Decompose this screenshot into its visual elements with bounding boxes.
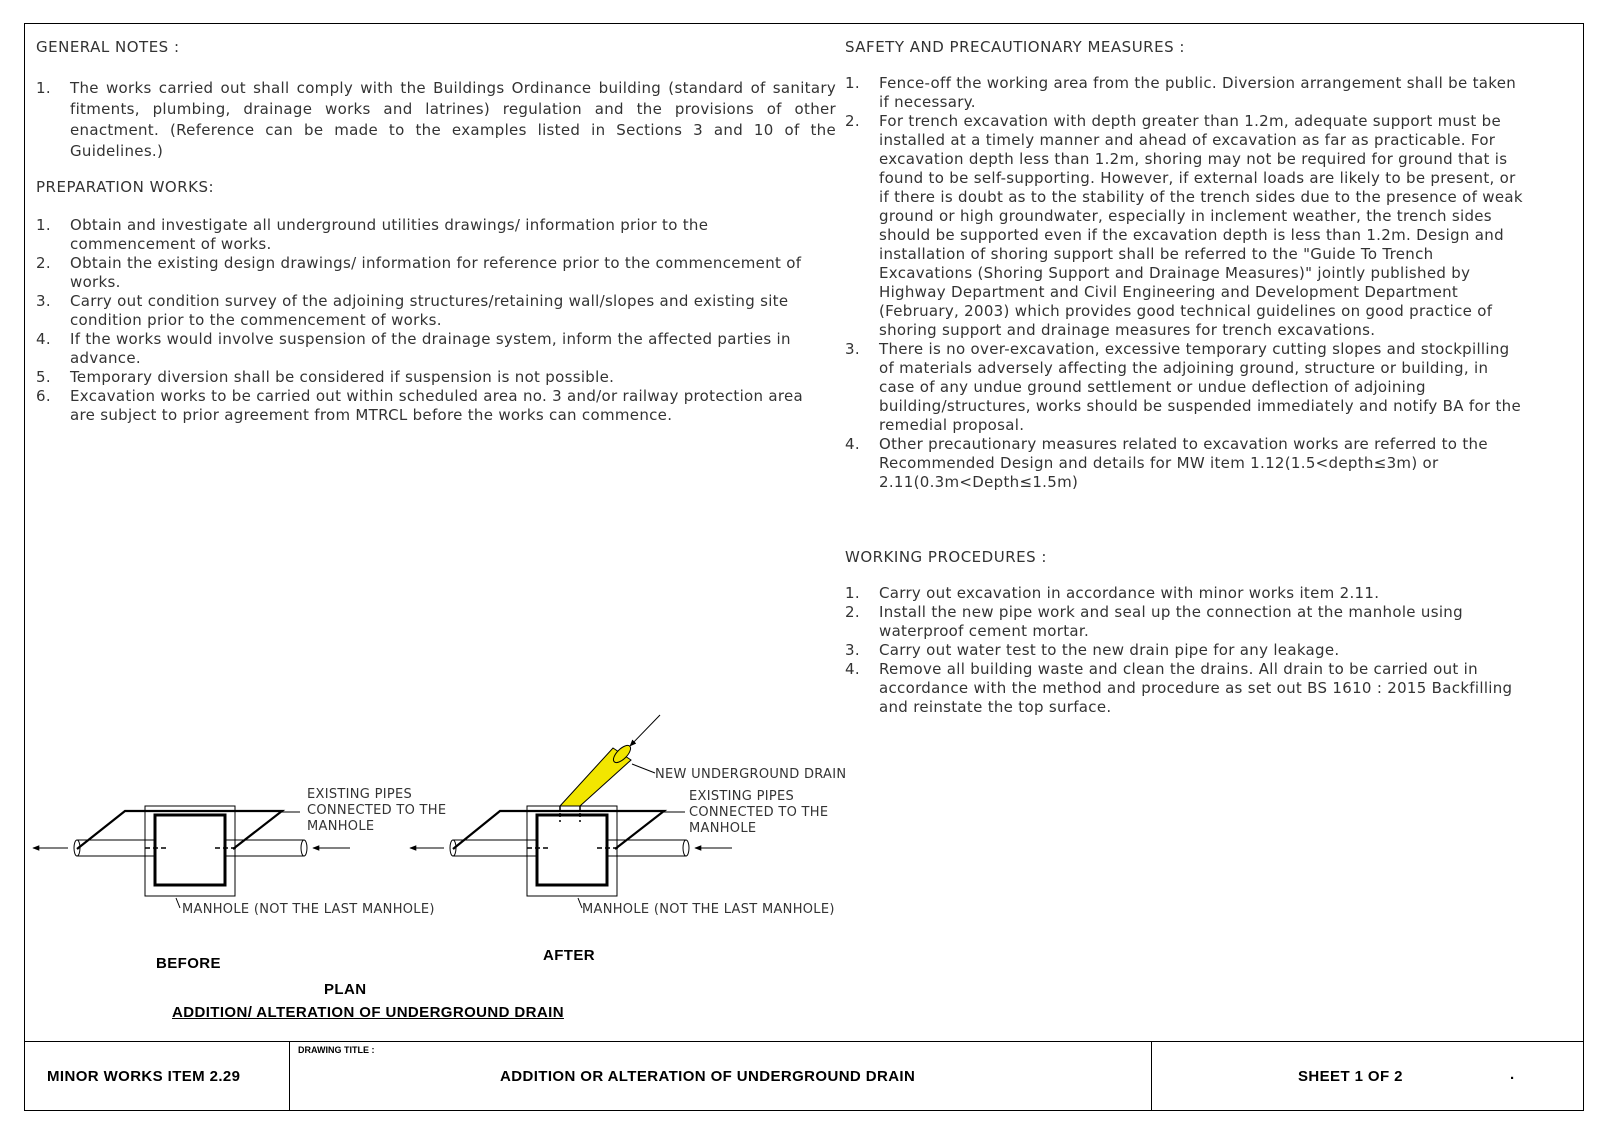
after-plan bbox=[410, 715, 732, 908]
drawing-title: ADDITION OR ALTERATION OF UNDERGROUND DRAIN bbox=[500, 1068, 916, 1085]
title-block bbox=[24, 1041, 1584, 1111]
list-item: 2. Obtain the existing design drawings/ information for reference prior to the commencement of works. bbox=[36, 254, 802, 291]
list-item: 1. Obtain and investigate all underground utilities drawings/ information prior to the commencement of works. bbox=[36, 216, 709, 253]
minor-works-item: MINOR WORKS ITEM 2.29 bbox=[47, 1068, 241, 1085]
list-item: 3. Carry out water test to the new drain pipe for any leakage. bbox=[845, 641, 1340, 659]
manhole-chamber-after bbox=[537, 815, 607, 885]
plan-title: ADDITION/ ALTERATION OF UNDERGROUND DRAIN bbox=[172, 1004, 564, 1021]
working-procedures-heading: WORKING PROCEDURES : bbox=[845, 548, 1047, 566]
manhole-chamber-before bbox=[155, 815, 225, 885]
title-block-sheet-cell bbox=[1152, 1042, 1582, 1110]
list-item: 3. There is no over-excavation, excessive temporary cutting slopes and stockpilling of materials adversely affecting the adjoining ground, structure or building, in case of any undue ground settlement or undue deflection of adjoining building/structures, works should be suspended immediately and notify BA for the remedial proposal. bbox=[845, 340, 1521, 434]
manhole-outer-after bbox=[527, 806, 617, 896]
list-item: 1. Carry out excavation in accordance with minor works item 2.11. bbox=[845, 584, 1380, 602]
list-item: 4. Other precautionary measures related to excavation works are referred to the Recommended Design and details for MW item 1.12(1.5<depth≤3m) or 2.11(0.3m<Depth≤1.5m) bbox=[845, 435, 1488, 491]
new-drain-label: NEW UNDERGROUND DRAIN bbox=[655, 767, 847, 782]
drawing-title-label: DRAWING TITLE : bbox=[298, 1045, 375, 1055]
manhole-label-after: MANHOLE (NOT THE LAST MANHOLE) bbox=[582, 902, 835, 917]
list-item: 3. Carry out condition survey of the adjoining structures/retaining wall/slopes and existing site condition prior to the commencement of works. bbox=[36, 292, 789, 329]
list-item: 1. The works carried out shall comply with the Buildings Ordinance building (standard of sanitary fitments, plumbing, drainage works and latrines) regulation and the provisions of other enactment. (Reference can be made to the examples listed in Sections 3 and 10 of the Guidelines.) bbox=[36, 79, 836, 160]
before-plan bbox=[33, 806, 350, 908]
safety-heading: SAFETY AND PRECAUTIONARY MEASURES : bbox=[845, 38, 1185, 56]
list-item: 4. Remove all building waste and clean the drains. All drain to be carried out in accordance with the method and procedure as set out BS 1610 : 2015 Backfilling and reinstate the top surface. bbox=[845, 660, 1513, 716]
sheet-number: SHEET 1 OF 2 bbox=[1298, 1068, 1403, 1085]
plan-label: PLAN bbox=[324, 981, 367, 998]
before-caption: BEFORE bbox=[156, 955, 221, 972]
trench-outline-after bbox=[453, 811, 664, 849]
existing-pipes-label-after: EXISTING PIPES CONNECTED TO THE MANHOLE bbox=[689, 789, 829, 836]
manhole-label-before: MANHOLE (NOT THE LAST MANHOLE) bbox=[182, 902, 435, 917]
list-item: 6. Excavation works to be carried out within scheduled area no. 3 and/or railway protection area are subject to prior agreement from MTRCL before the works can commence. bbox=[36, 387, 804, 424]
manhole-outer-before bbox=[145, 806, 235, 896]
list-item: 2. Install the new pipe work and seal up the connection at the manhole using waterproof cement mortar. bbox=[845, 603, 1463, 640]
existing-pipes-label-before: EXISTING PIPES CONNECTED TO THE MANHOLE bbox=[307, 787, 447, 834]
list-item: 1. Fence-off the working area from the public. Diversion arrangement shall be taken if necessary. bbox=[845, 74, 1517, 111]
list-item: 4. If the works would involve suspension of the drainage system, inform the affected parties in advance. bbox=[36, 330, 791, 367]
after-caption: AFTER bbox=[543, 947, 595, 964]
preparation-works-heading: PREPARATION WORKS: bbox=[36, 178, 215, 196]
trench-outline-before bbox=[77, 811, 282, 849]
title-block-title-cell bbox=[290, 1042, 1152, 1110]
general-notes-heading: GENERAL NOTES : bbox=[36, 38, 180, 56]
sheet-mark: . bbox=[1510, 1066, 1515, 1083]
title-block-item-cell bbox=[24, 1042, 290, 1110]
list-item: 2. For trench excavation with depth greater than 1.2m, adequate support must be installed at a timely manner and ahead of excavation as far as practicable. For excavation depth less than 1.2m, shoring may not be required for ground that is found to be self-supporting. However, if external loads are likely to be present, or if there is doubt as to the stability of the trench sides due to the presence of weak ground or high groundwater, especially in inclement weather, the trench sides should be supported even if the excavation depth is less than 1.2m. Design and installation of shoring support shall be referred to the "Guide To Trench Excavations (Shoring Support and Drainage Measures)" jointly published by Highway Department and Civil Engineering and Development Department (February, 2003) which provides good technical guidelines on good practice of shoring support and drainage measures for trench excavations. bbox=[845, 112, 1523, 339]
flow-arrow-new-drain bbox=[630, 715, 660, 746]
list-item: 5. Temporary diversion shall be considered if suspension is not possible. bbox=[36, 368, 615, 386]
